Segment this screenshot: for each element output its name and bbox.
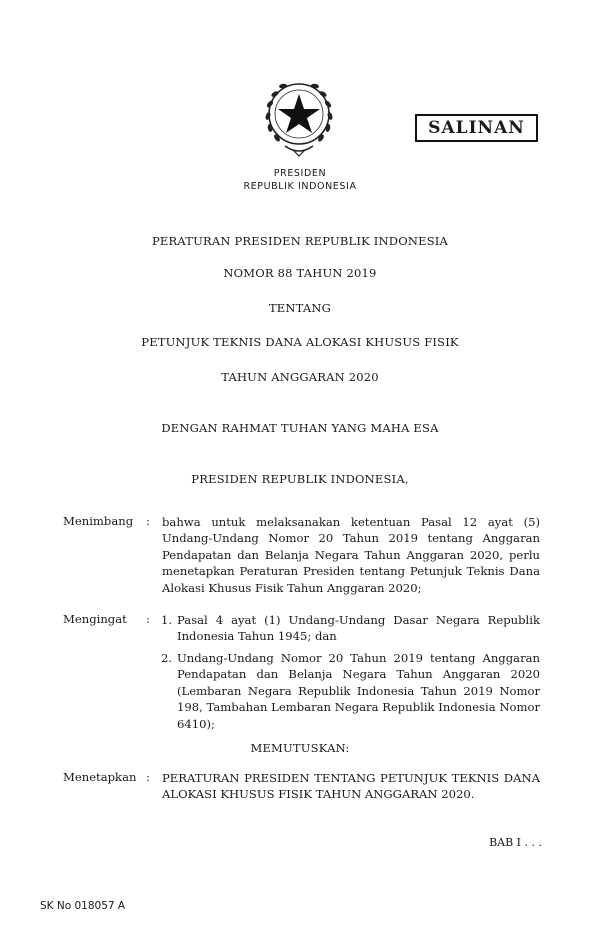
- mengingat-label: Mengingat: [63, 612, 127, 626]
- menetapkan-label: Menetapkan: [63, 770, 137, 784]
- menetapkan-text: PERATURAN PRESIDEN TENTANG PETUNJUK TEKNIS DANA ALOKASI KHUSUS FISIK TAHUN ANGGARAN 2020.: [162, 771, 540, 802]
- regulation-title: PERATURAN PRESIDEN REPUBLIK INDONESIA: [151, 234, 449, 248]
- next-page-indicator: BAB I . . .: [489, 836, 542, 849]
- garuda-presidential-seal-icon: [255, 74, 343, 160]
- menetapkan-colon: :: [146, 770, 150, 784]
- mengingat-item-number: 2.: [161, 651, 173, 665]
- blessing-line: DENGAN RAHMAT TUHAN YANG MAHA ESA: [161, 421, 439, 435]
- regulation-subject: PETUNJUK TEKNIS DANA ALOKASI KHUSUS FISIK: [141, 335, 459, 349]
- tentang-label: TENTANG: [268, 301, 332, 315]
- menimbang-colon: :: [146, 514, 150, 528]
- authority-line: PRESIDEN REPUBLIK INDONESIA,: [191, 472, 409, 486]
- mengingat-item-number: 1.: [161, 613, 173, 627]
- regulation-year: TAHUN ANGGARAN 2020: [221, 370, 379, 384]
- regulation-number: NOMOR 88 TAHUN 2019: [223, 266, 377, 280]
- salinan-stamp: SALINAN: [415, 114, 538, 142]
- mengingat-item-text: Undang-Undang Nomor 20 Tahun 2019 tentang Anggaran Pendapatan dan Belanja Negara Tahun Anggaran 2020 (Lembaran Negara Republik Indonesia Tahun 2019 Nomor 198, Tambahan Lembaran Negara Republik Indonesia Nomor 6410);: [177, 651, 540, 731]
- menimbang-label: Menimbang: [63, 514, 134, 528]
- footer-serial-code: SK No 018057 A: [40, 900, 126, 912]
- memutuskan-heading: MEMUTUSKAN:: [250, 741, 350, 755]
- presiden-label: PRESIDEN: [273, 168, 327, 179]
- mengingat-item-text: Pasal 4 ayat (1) Undang-Undang Dasar Negara Republik Indonesia Tahun 1945; dan: [177, 613, 540, 644]
- republik-indonesia-label: REPUBLIK INDONESIA: [243, 181, 357, 192]
- menimbang-text: bahwa untuk melaksanakan ketentuan Pasal 12 ayat (5) Undang-Undang Nomor 20 Tahun 2019 tentang Anggaran Pendapatan dan Belanja Negara Tahun Anggaran 2020, perlu menetapkan Peraturan Presiden tentang Petunjuk Teknis Dana Alokasi Khusus Fisik Tahun Anggaran 2020;: [162, 515, 540, 595]
- mengingat-colon: :: [146, 612, 150, 626]
